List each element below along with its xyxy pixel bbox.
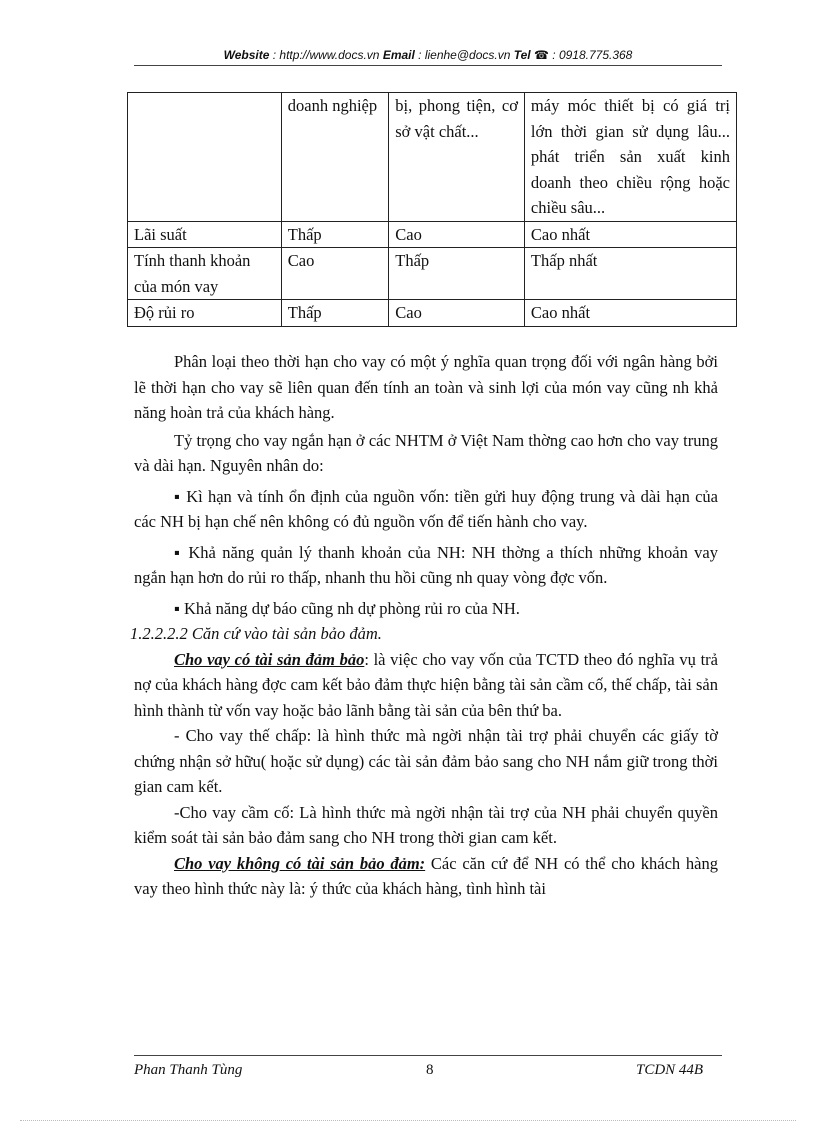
paragraph-text: Các căn cứ để NH có thể cho khách hàng vay theo hình thức này là: ý thức của khách hàng, tình hình tài <box>134 853 719 898</box>
table-cell: Thấp <box>281 221 389 248</box>
table-cell: máy móc thiết bị có giá trị lớn thời gian sử dụng lâu... phát triển sản xuất kinh doanh theo chiều rộng hoặc chiều sâu... <box>524 93 736 222</box>
table-row <box>128 93 737 222</box>
paragraph: - Cho vay thế chấp: là hình thức mà ngời nhận tài trợ phải chuyển các giấy tờ chứng nhận sở hữu( hoặc sử dụng) các tài sản đảm bảo sang cho NH nắm giữ trong thời gian cam kết. <box>134 726 718 796</box>
paragraph <box>134 851 718 902</box>
table-cell: Thấp <box>281 300 389 327</box>
bullet-item <box>134 484 718 535</box>
bullet-icon: ▪ <box>174 486 187 506</box>
footer-class: TCDN 44B <box>636 1062 704 1078</box>
footer-author: Phan Thanh Tùng <box>134 1062 243 1078</box>
table-cell: Cao nhất <box>524 221 736 248</box>
page-header <box>134 48 722 62</box>
table-cell: Tính thanh khoản của món vay <box>128 248 282 300</box>
bullet-text: Kì hạn và tính ổn định của nguồn vốn: tiền gửi huy động trung và dài hạn của các NH bị hạn chế nên không có đủ nguồn vốn để tiến hành cho vay. <box>134 486 718 531</box>
phone-icon: ☎ <box>533 48 549 62</box>
table-cell: Cao <box>281 248 389 300</box>
table-cell <box>128 93 282 222</box>
header-rule <box>134 65 722 66</box>
comparison-table <box>127 92 737 327</box>
table-cell: Thấp nhất <box>524 248 736 300</box>
paragraph: Tỷ trọng cho vay ngắn hạn ở các NHTM ở Việt Nam thờng cao hơn cho vay trung và dài hạn. Nguyên nhân do: <box>134 430 718 475</box>
website-label: Website <box>223 48 270 62</box>
bullet-text: Khả năng quản lý thanh khoản của NH: NH thờng a thích những khoản vay ngắn hạn hơn do rủi ro thấp, nhanh thu hồi cũng nh quay vòng đợc vốn. <box>134 542 718 587</box>
website-value: : http://www.docs.vn <box>269 48 383 62</box>
paragraph: Phân loại theo thời hạn cho vay có một ý nghĩa quan trọng đối với ngân hàng bởi lẽ thời hạn cho vay sẽ liên quan đến tính an toàn và sinh lợi của món vay cũng nh khả năng hoàn trả của khách hàng. <box>134 352 718 422</box>
paragraph-text: : là việc cho vay vốn của TCTD theo đó nghĩa vụ trả nợ của khách hàng đợc cam kết bảo đảm thực hiện bằng tài sản cầm cố, thế chấp, tài sản hình thành từ vốn vay hoặc bảo lãnh bằng tài sản của bên thứ ba. <box>134 649 718 720</box>
paragraph <box>134 647 718 724</box>
term-title: Cho vay không có tài sản bảo đảm: <box>174 853 426 873</box>
table-cell: Lãi suất <box>128 221 282 248</box>
table-cell: Thấp <box>389 248 525 300</box>
table-row <box>128 221 737 248</box>
table-cell: bị, phong tiện, cơ sở vật chất... <box>389 93 525 222</box>
bullet-icon: ▪ <box>174 542 189 562</box>
section-heading: 1.2.2.2.2 Căn cứ vào tài sản bảo đảm. <box>130 624 382 643</box>
email-label: Email <box>382 48 415 62</box>
table-row <box>128 300 737 327</box>
table-cell: Cao <box>389 221 525 248</box>
tel-label: Tel <box>513 48 531 62</box>
footer-rule <box>134 1055 722 1056</box>
bullet-icon: ▪ <box>174 598 184 618</box>
table-cell: Cao <box>389 300 525 327</box>
page-number: 8 <box>426 1062 434 1078</box>
table-cell: Độ rủi ro <box>128 300 282 327</box>
page-edge-divider <box>20 1120 796 1121</box>
table-cell: doanh nghiệp <box>281 93 389 222</box>
table-row <box>128 248 737 300</box>
tel-value: : 0918.775.368 <box>548 48 633 62</box>
paragraph: -Cho vay cầm cố: Là hình thức mà ngời nhận tài trợ của NH phải chuyển quyền kiểm soát tài sản bảo đảm sang cho NH trong thời gian cam kết. <box>134 802 718 847</box>
table-cell: Cao nhất <box>524 300 736 327</box>
email-value: : lienhe@docs.vn <box>414 48 514 62</box>
bullet-text: Khả năng dự báo cũng nh dự phòng rủi ro của NH. <box>183 598 520 618</box>
body-text <box>130 349 719 902</box>
bullet-item <box>134 596 718 622</box>
term-title: Cho vay có tài sản đảm bảo <box>174 649 365 669</box>
bullet-item <box>134 540 718 591</box>
